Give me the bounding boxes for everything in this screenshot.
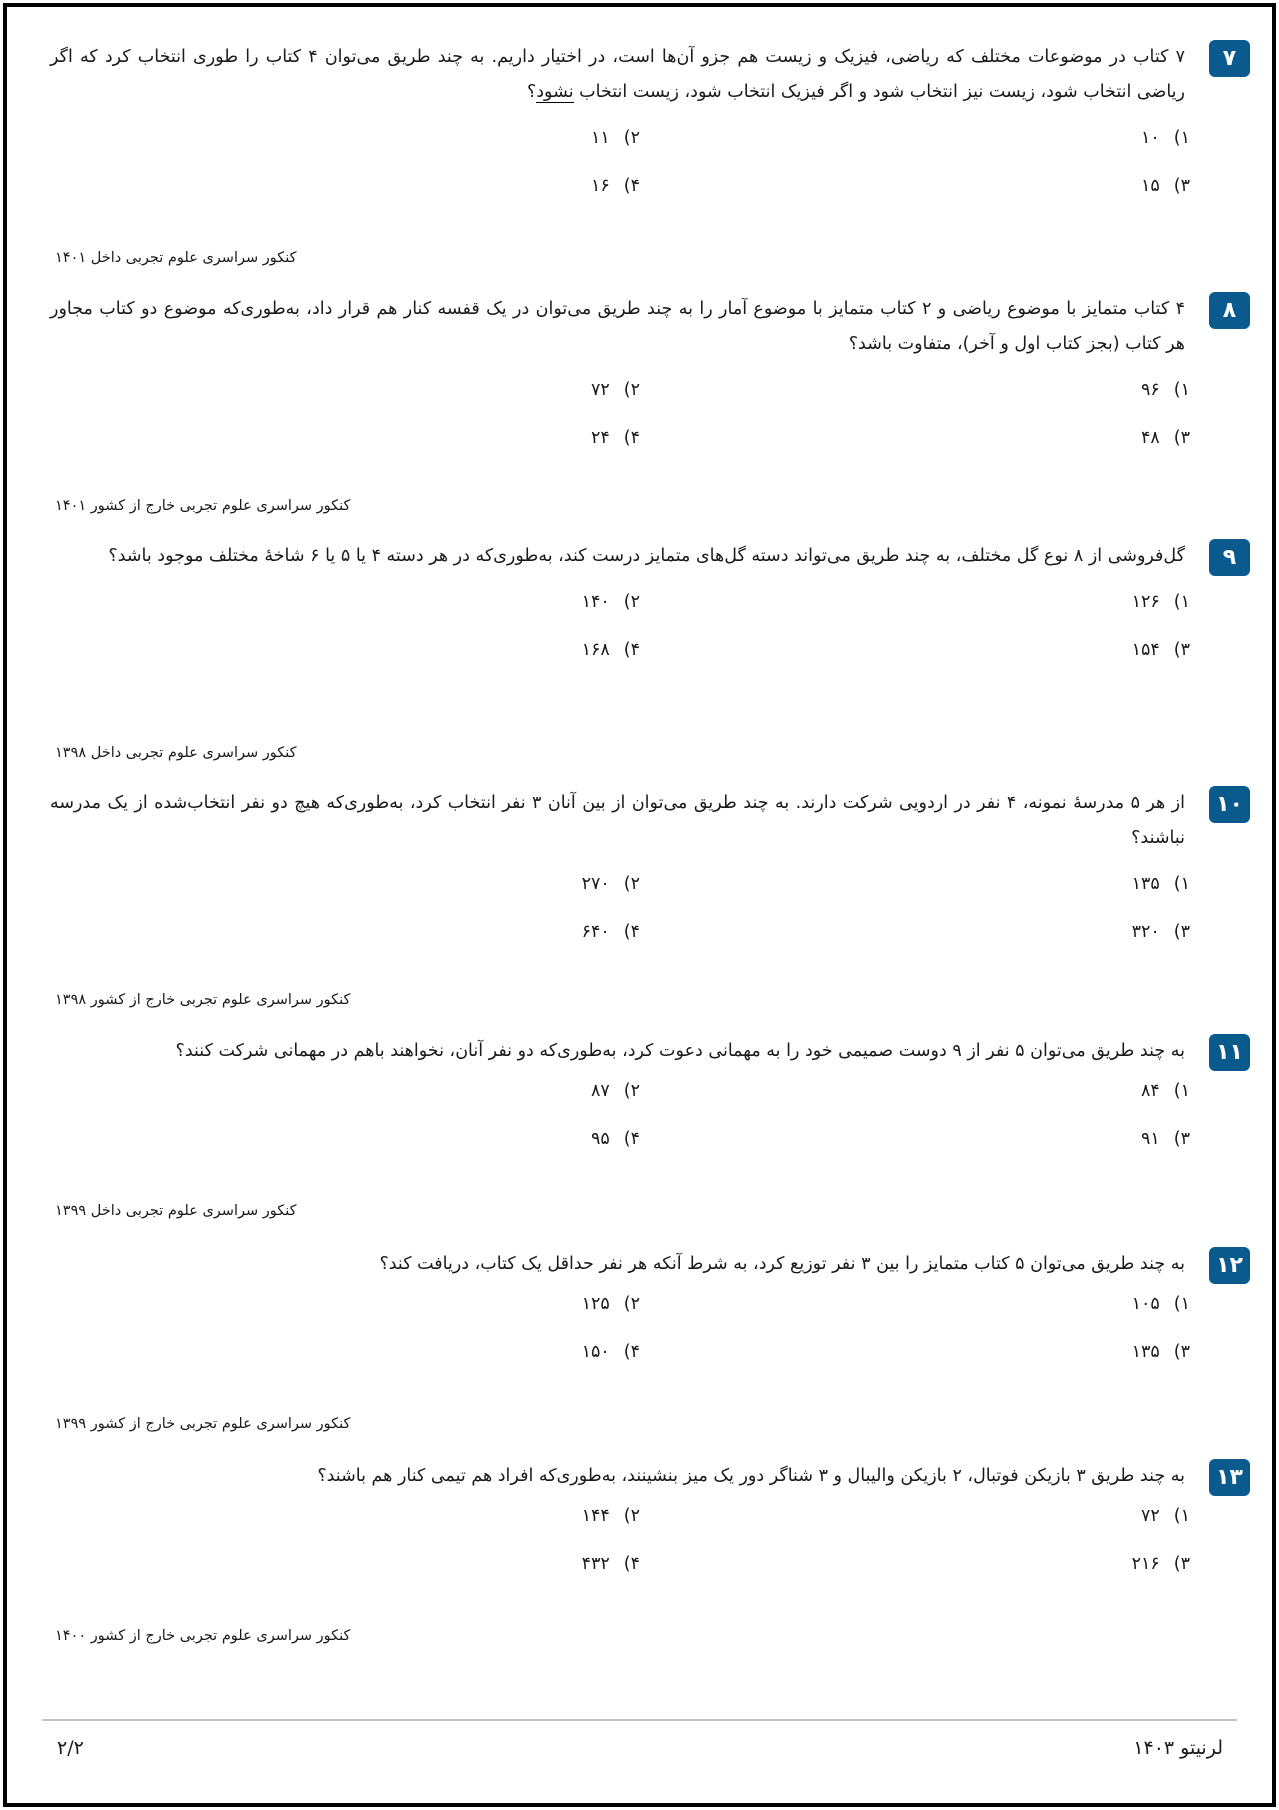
option-1[interactable]: ۱)۹۶ <box>1140 380 1190 400</box>
option-1[interactable]: ۱)۱۲۶ <box>1131 592 1190 612</box>
question-source: کنکور سراسری علوم تجربی خارج از کشور ۱۳۹۹ <box>55 1416 351 1432</box>
question-number-badge: ۸ <box>1209 292 1250 329</box>
option-4[interactable]: ۴)۹۵ <box>590 1129 640 1149</box>
question-number-badge: ۱۰ <box>1209 786 1250 823</box>
options <box>50 1294 1250 1394</box>
options <box>50 380 1250 480</box>
option-4[interactable]: ۴)۱۶ <box>590 176 640 196</box>
option-3[interactable]: ۳)۲۱۶ <box>1131 1554 1190 1574</box>
question-number-badge: ۱۱ <box>1209 1034 1250 1071</box>
question-8 <box>50 292 1250 480</box>
question-text: به چند طریق ۳ بازیکن فوتبال، ۲ بازیکن والیبال و ۳ شناگر دور یک میز بنشینند، به‌طوری‌که افراد هم تیمی کنار هم باشند؟ <box>317 1466 1185 1486</box>
question-source: کنکور سراسری علوم تجربی خارج از کشور ۱۳۹۸ <box>55 992 351 1008</box>
footer-divider <box>42 1719 1237 1721</box>
question-12 <box>50 1247 1250 1394</box>
question-source: کنکور سراسری علوم تجربی خارج از کشور ۱۴۰۱ <box>55 498 351 514</box>
question-text: ۴ کتاب متمایز با موضوع ریاضی و ۲ کتاب متمایز با موضوع آمار را به چند طریق می‌توان در یک قفسه کنار هم قرار داد، به‌طوری‌که موضوع دو کتاب مجاور هر کتاب (بجز کتاب اول و آخر)، متفاوت باشد؟ <box>50 299 1185 354</box>
option-4[interactable]: ۴)۱۶۸ <box>581 640 640 660</box>
options <box>50 1506 1250 1606</box>
underlined-word: نشود <box>536 82 574 102</box>
question-text: گل‌فروشی از ۸ نوع گل مختلف، به چند طریق می‌تواند دسته گل‌های متمایز درست کند، به‌طوری‌که در هر دسته ۴ یا ۵ یا ۶ شاخهٔ مختلف موجود باشد؟ <box>108 546 1185 566</box>
options <box>50 128 1250 228</box>
option-1[interactable]: ۱)۱۰۵ <box>1131 1294 1190 1314</box>
option-4[interactable]: ۴)۱۵۰ <box>581 1342 640 1362</box>
page-number: ۲/۲ <box>57 1737 84 1759</box>
option-2[interactable]: ۲)۱۱ <box>590 128 640 148</box>
footer-brand: لرنیتو ۱۴۰۳ <box>1133 1737 1223 1759</box>
question-text: به چند طریق می‌توان ۵ نفر از ۹ دوست صمیمی خود را به مهمانی دعوت کرد، به‌طوری‌که دو نفر آنان، نخواهند باهم در مهمانی شرکت کنند؟ <box>175 1041 1185 1061</box>
option-3[interactable]: ۳)۱۳۵ <box>1131 1342 1190 1362</box>
question-13 <box>50 1459 1250 1606</box>
question-text: از هر ۵ مدرسهٔ نمونه، ۴ نفر در اردویی شرکت دارند. به چند طریق می‌توان از بین آنان ۳ نفر انتخاب کرد، به‌طوری‌که هیچ دو نفر انتخاب‌شده از یک مدرسه نباشند؟ <box>50 793 1185 848</box>
option-4[interactable]: ۴)۲۴ <box>590 428 640 448</box>
question-source: کنکور سراسری علوم تجربی داخل ۱۳۹۸ <box>55 745 297 761</box>
question-7 <box>50 40 1250 228</box>
question-number-badge: ۱۳ <box>1209 1459 1250 1496</box>
question-source: کنکور سراسری علوم تجربی داخل ۱۳۹۹ <box>55 1203 297 1219</box>
option-3[interactable]: ۳)۴۸ <box>1140 428 1190 448</box>
option-2[interactable]: ۲)۱۴۰ <box>581 592 640 612</box>
option-2[interactable]: ۲)۸۷ <box>590 1081 640 1101</box>
question-number-badge: ۷ <box>1209 40 1250 77</box>
options <box>50 874 1250 974</box>
option-1[interactable]: ۱)۱۳۵ <box>1131 874 1190 894</box>
option-4[interactable]: ۴)۴۳۲ <box>581 1554 640 1574</box>
options <box>50 1081 1250 1181</box>
question-text: ۷ کتاب در موضوعات مختلف که ریاضی، فیزیک و زیست هم جزو آن‌ها است، در اختیار داریم. به چند طریق می‌توان ۴ کتاب را طوری انتخاب کرد که اگر ریاضی انتخاب شود، زیست نیز انتخاب شود و اگر فیزیک انتخاب شود، زیست انتخاب نشود؟ <box>50 47 1185 102</box>
option-2[interactable]: ۲)۲۷۰ <box>581 874 640 894</box>
option-2[interactable]: ۲)۷۲ <box>590 380 640 400</box>
option-1[interactable]: ۱)۷۲ <box>1140 1506 1190 1526</box>
question-10 <box>50 786 1250 974</box>
question-9 <box>50 539 1250 692</box>
question-text: به چند طریق می‌توان ۵ کتاب متمایز را بین ۳ نفر توزیع کرد، به شرط آنکه هر نفر حداقل یک کتاب، دریافت کند؟ <box>379 1254 1185 1274</box>
question-11 <box>50 1034 1250 1181</box>
question-number-badge: ۱۲ <box>1209 1247 1250 1284</box>
options <box>50 592 1250 692</box>
option-3[interactable]: ۳)۱۵ <box>1140 176 1190 196</box>
option-3[interactable]: ۳)۳۲۰ <box>1131 922 1190 942</box>
option-3[interactable]: ۳)۹۱ <box>1140 1129 1190 1149</box>
option-2[interactable]: ۲)۱۲۵ <box>581 1294 640 1314</box>
question-source: کنکور سراسری علوم تجربی خارج از کشور ۱۴۰۰ <box>55 1628 351 1644</box>
option-1[interactable]: ۱)۱۰ <box>1140 128 1190 148</box>
question-number-badge: ۹ <box>1209 539 1250 576</box>
option-1[interactable]: ۱)۸۴ <box>1140 1081 1190 1101</box>
option-4[interactable]: ۴)۶۴۰ <box>581 922 640 942</box>
option-3[interactable]: ۳)۱۵۴ <box>1131 640 1190 660</box>
question-source: کنکور سراسری علوم تجربی داخل ۱۴۰۱ <box>55 250 297 266</box>
option-2[interactable]: ۲)۱۴۴ <box>581 1506 640 1526</box>
